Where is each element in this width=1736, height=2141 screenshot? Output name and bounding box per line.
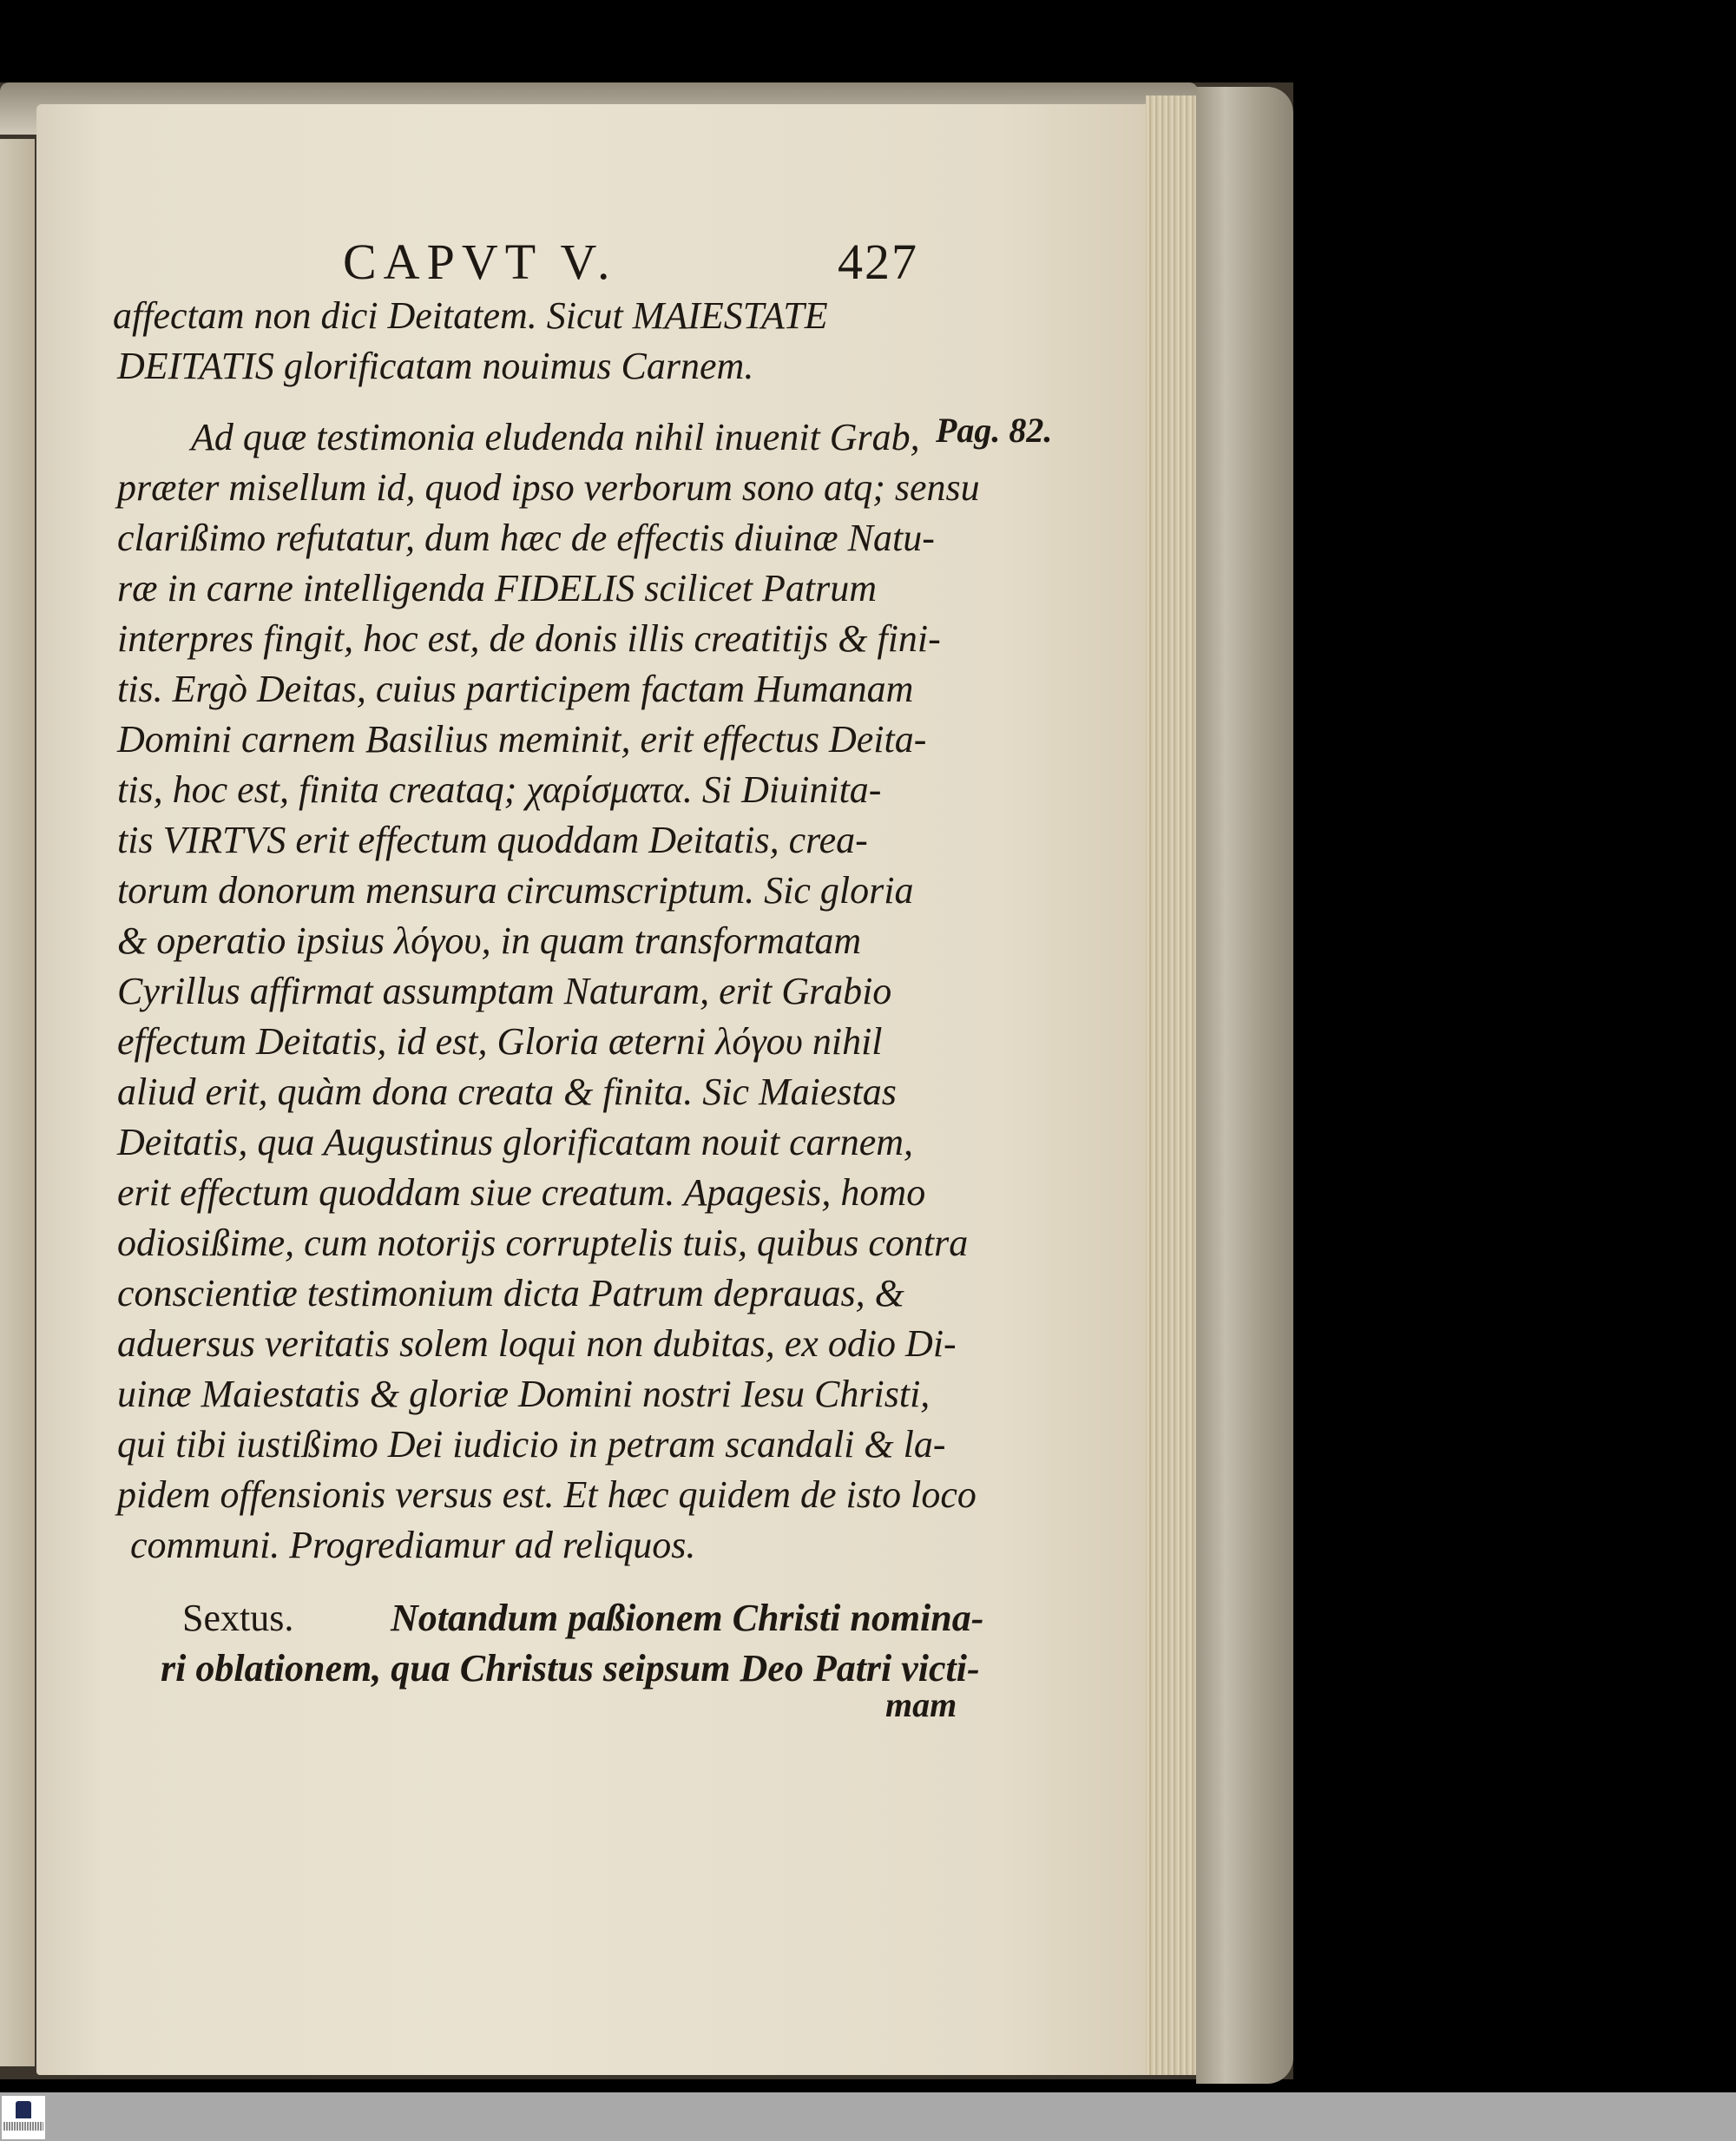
text-line: Ad quæ testimonia eludenda nihil inuenit Grab,: [191, 416, 920, 458]
text-line: ræ in carne intelligenda FIDELIS scilicet Patrum: [117, 567, 877, 609]
text-line: odiosißime, cum notorijs corruptelis tuis, quibus contra: [117, 1222, 969, 1264]
text-line: Notandum paßionem Christi nomina-: [391, 1597, 984, 1639]
text-line: erit effectum quoddam siue creatum. Apagesis, homo: [117, 1171, 926, 1214]
text-line: & operatio ipsius λόγου, in quam transformatam: [117, 919, 862, 962]
text-line: Deitatis, qua Augustinus glorificatam nouit carnem,: [117, 1121, 914, 1163]
catchword: mam: [885, 1685, 957, 1724]
margin-note: Pag. 82.: [936, 411, 1053, 450]
text-line: tis VIRTVS erit effectum quoddam Deitatis, crea-: [117, 819, 868, 861]
text-line: effectum Deitatis, id est, Gloria æterni λόγου nihil: [117, 1020, 883, 1063]
page-fore-edges: [1146, 96, 1198, 2075]
text-line: interpres fingit, hoc est, de donis illis creatitijs & fini-: [117, 617, 941, 660]
running-head: [343, 233, 950, 293]
text-line: conscientiæ testimonium dicta Patrum deprauas, &: [117, 1272, 904, 1314]
text-line: torum donorum mensura circumscriptum. Sic gloria: [117, 869, 914, 912]
library-logo-icon: [16, 2101, 31, 2118]
chapter-title: CAPVT V.: [343, 234, 617, 290]
text-line: aliud erit, quàm dona creata & finita. Sic Maiestas: [117, 1070, 897, 1113]
section-label-sextus: Sextus.: [182, 1597, 294, 1639]
text-line: uinæ Maiestatis & gloriæ Domini nostri Iesu Christi,: [117, 1373, 930, 1415]
text-line: aduersus veritatis solem loqui non dubitas, ex odio Di-: [117, 1322, 957, 1365]
text-line: Cyrillus affirmat assumptam Naturam, erit Grabio: [117, 970, 892, 1012]
left-page-edge: [0, 139, 35, 2066]
viewer-footer-bar: [0, 2092, 1736, 2141]
text-line: Domini carnem Basilius meminit, erit effectus Deita-: [117, 718, 927, 761]
text-line: tis. Ergò Deitas, cuius participem factam Humanam: [117, 668, 914, 710]
text-line: ri oblationem, qua Christus seipsum Deo Patri victi-: [161, 1647, 980, 1690]
book-cover: [1196, 87, 1293, 2084]
text-line: præter misellum id, quod ipso verborum sono atq; sensu: [117, 466, 980, 509]
text-line: pidem offensionis versus est. Et hæc quidem de isto loco: [117, 1473, 976, 1516]
text-line: communi. Progrediamur ad reliquos.: [130, 1524, 696, 1566]
text-line: clarißimo refutatur, dum hæc de effectis diuinæ Natu-: [117, 517, 935, 559]
text-line: qui tibi iustißimo Dei iudicio in petram scandali & la-: [117, 1423, 946, 1466]
library-logo: [2, 2096, 45, 2139]
text-line: DEITATIS glorificatam nouimus Carnem.: [117, 345, 754, 387]
library-logo-wordmark: [3, 2122, 43, 2131]
text-line: tis, hoc est, finita creataq; χαρίσματα. Si Diuinita-: [117, 768, 882, 811]
page-number: 427: [838, 234, 918, 290]
text-line: affectam non dici Deitatem. Sicut MAIESTATE: [113, 294, 828, 337]
